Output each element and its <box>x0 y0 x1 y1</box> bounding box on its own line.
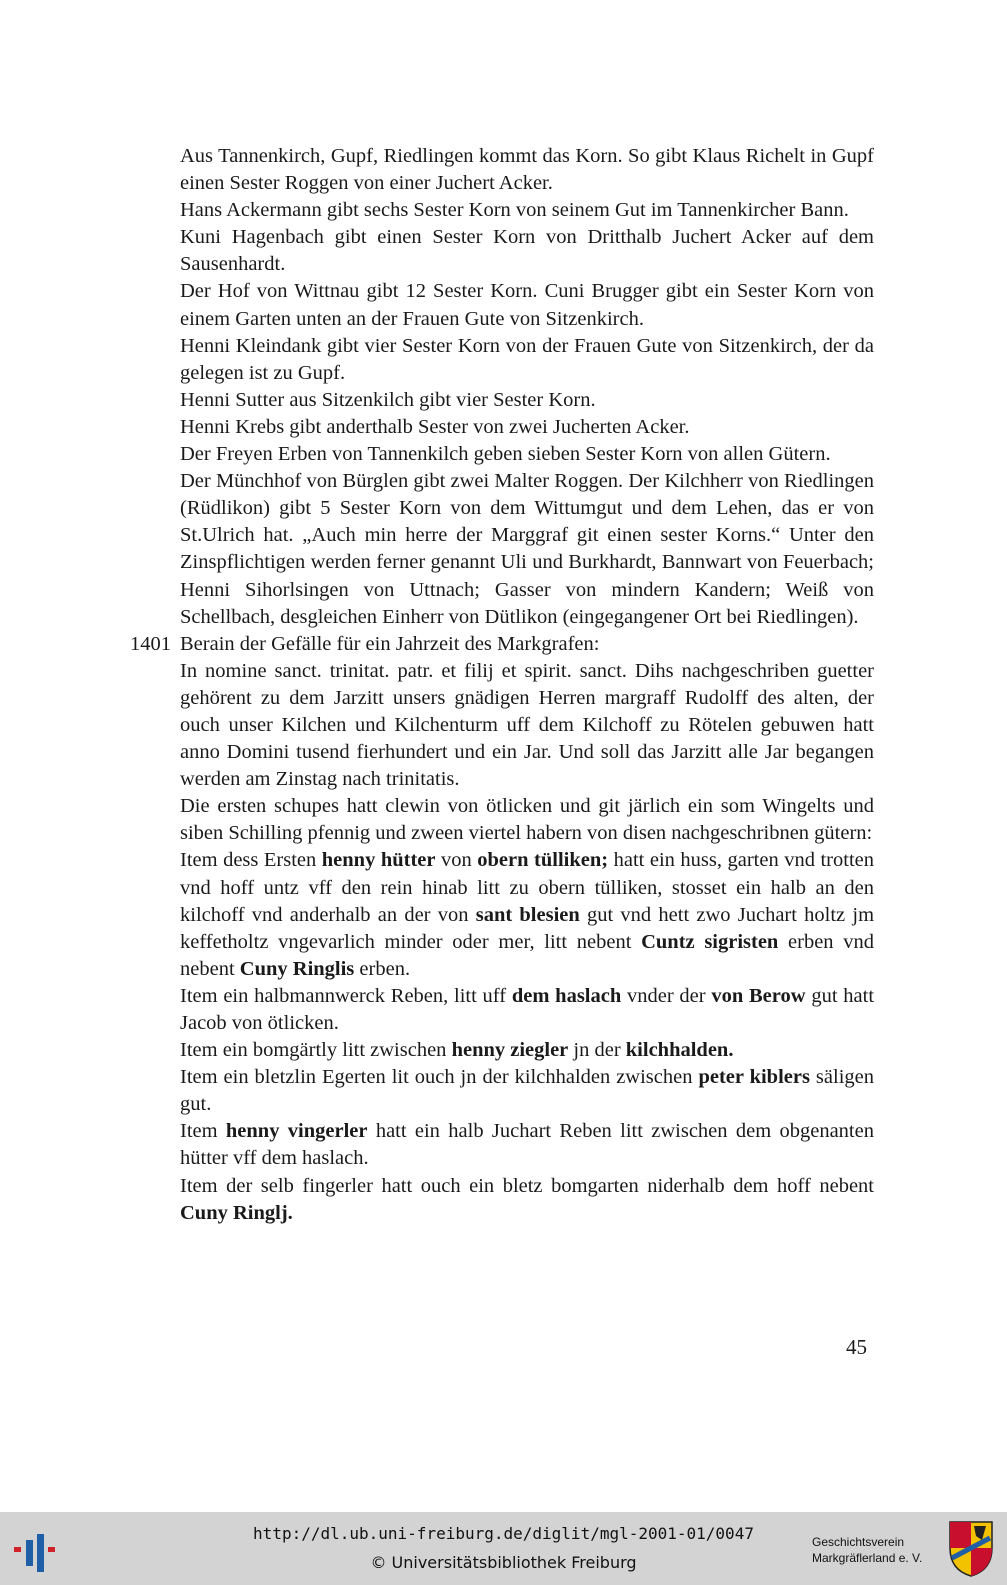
paragraph <box>180 1064 874 1118</box>
paragraph <box>180 1037 874 1064</box>
year-marker: 1401 <box>130 632 171 655</box>
viewer-footer <box>0 1512 1007 1585</box>
text-run: erben vnd nebent <box>180 930 874 980</box>
paragraph <box>180 333 874 387</box>
text-run: säligen gut. <box>180 1066 874 1116</box>
bold-name: dem haslach <box>511 984 622 1007</box>
text-run: Hans Ackermann gibt sechs Sester Korn von seinem Gut im Tannenkircher Bann. <box>180 199 849 222</box>
text-run: hatt ein huss, garten vnd trotten vnd hoff untz vff den rein hinab litt zu obern tülliken, stosset ein halb an den kilchoff vnd anderhalb an der von <box>180 849 874 926</box>
bold-name: henny vingerler <box>225 1120 368 1143</box>
text-run: von <box>435 849 478 872</box>
paragraph <box>180 441 874 468</box>
text-run: Henni Sutter aus Sitzenkilch gibt vier Sester Korn. <box>180 388 596 411</box>
coat-of-arms-icon <box>946 1518 996 1578</box>
document-body <box>130 143 875 1227</box>
paragraph <box>180 1118 874 1172</box>
text-run: gut hatt Jacob von ötlicken. <box>180 984 875 1034</box>
bold-name: henny hütter <box>321 849 436 872</box>
paragraph <box>180 143 874 197</box>
paragraph <box>180 278 874 332</box>
bold-name: sant blesien <box>475 903 580 926</box>
bold-name: obern tülliken; <box>477 849 609 872</box>
bold-name: von Berow <box>711 984 806 1007</box>
paragraph <box>180 658 874 793</box>
text-run: Item <box>180 1120 226 1143</box>
document-url-link[interactable]: http://dl.ub.uni-freiburg.de/diglit/mgl-2001-01/0047 <box>253 1524 754 1543</box>
paragraph <box>180 197 874 224</box>
text-run: Der Münchhof von Bürglen gibt zwei Malter Roggen. Der Kilchherr von Riedlingen (Rüdlikon) gibt 5 Sester Korn von dem Wittumgut und dem Lehen, das er von St.Ulrich hat. „Auch min herre der Marggraf git einen sester Korns.“ Unter den Zinspflichtigen werden ferner genannt Uli und Burkhardt, Bannwart von Feuerbach; Henni Sihorlsingen von Uttnach; Gasser von mindern Kandern; Weiß von Schellbach, desgleichen Einherr von Dütlikon (eingegangener Ort bei Riedlingen). <box>180 470 874 628</box>
bold-name: peter kiblers <box>698 1066 810 1089</box>
paragraph <box>180 983 874 1037</box>
text-run: hatt ein halb Juchart Reben litt zwischen dem obgenanten hütter vff dem haslach. <box>180 1120 874 1170</box>
text-run: gut vnd hett zwo Juchart holtz jm keffetholtz vngevarlich minder oder mer, litt nebent <box>180 903 875 953</box>
copyright-notice: © Universitätsbibliothek Freiburg <box>370 1553 637 1572</box>
text-run: Item ein bomgärtly litt zwischen <box>180 1039 452 1062</box>
page-number: 45 <box>846 1335 867 1359</box>
paragraph <box>130 631 874 658</box>
text-run: Item dess Ersten <box>180 849 322 872</box>
text-run: Berain der Gefälle für ein Jahrzeit des Markgrafen: <box>180 632 600 655</box>
bold-name: henny ziegler <box>451 1039 569 1062</box>
society-name-line1: Geschichtsverein <box>812 1535 905 1549</box>
text-run: jn der <box>568 1039 626 1062</box>
paragraph <box>180 387 874 414</box>
text-run: vnder der <box>621 984 712 1007</box>
text-run: Aus Tannenkirch, Gupf, Riedlingen kommt das Korn. So gibt Klaus Richelt in Gupf einen Sester Roggen von einer Juchert Acker. <box>180 145 874 195</box>
text-run: Der Hof von Wittnau gibt 12 Sester Korn. Cuni Brugger gibt ein Sester Korn von einem Garten unten an der Frauen Gute von Sitzenkirch. <box>180 280 874 330</box>
paragraph <box>180 468 874 631</box>
bold-name: Cuny Ringlj. <box>180 1201 293 1224</box>
paragraph <box>180 414 874 441</box>
society-name-line2: Markgräflerland e. V. <box>812 1551 923 1565</box>
text-run: Henni Krebs gibt anderthalb Sester von zwei Jucherten Acker. <box>180 415 690 438</box>
bold-name: Cuny Ringlis <box>239 957 355 980</box>
text-run: Die ersten schupes hatt clewin von ötlicken und git järlich ein som Wingelts und siben Schilling pfennig und zween viertel habern von disen nachgeschribnen gütern: <box>180 795 874 845</box>
paragraph <box>180 1173 874 1227</box>
paragraph <box>180 793 874 847</box>
society-name <box>812 1534 922 1566</box>
text-run: Item ein bletzlin Egerten lit ouch jn der kilchhalden zwischen <box>180 1066 699 1089</box>
paragraph <box>180 847 874 982</box>
text-run: In nomine sanct. trinitat. patr. et filij et spirit. sanct. Dihs nachgeschriben guetter gehörent zu dem Jarzitt unsers gnädigen Herren margraff Rudolff des alten, der ouch unser Kilchen und Kilchenturm uff dem Kilchoff zu Rötelen gebuwen hatt anno Domini tusend fierhundert und ein Jar. Und soll das Jarzitt alle Jar begangen werden am Zinstag nach trinitatis. <box>180 659 874 791</box>
text-run: Der Freyen Erben von Tannenkilch geben sieben Sester Korn von allen Gütern. <box>180 443 831 466</box>
text-run: Item ein halbmannwerck Reben, litt uff <box>180 984 512 1007</box>
text-run: Kuni Hagenbach gibt einen Sester Korn von Dritthalb Juchert Acker auf dem Sausenhardt. <box>180 226 874 276</box>
text-run: erben. <box>354 957 411 980</box>
bold-name: Cuntz sigristen <box>641 930 779 953</box>
paragraph <box>180 224 874 278</box>
text-run: Henni Kleindank gibt vier Sester Korn von der Frauen Gute von Sitzenkirch, der da gelegen ist zu Gupf. <box>180 334 874 384</box>
bold-name: kilchhalden. <box>625 1039 734 1062</box>
text-run: Item der selb fingerler hatt ouch ein bletz bomgarten niderhalb dem hoff nebent <box>180 1174 874 1197</box>
